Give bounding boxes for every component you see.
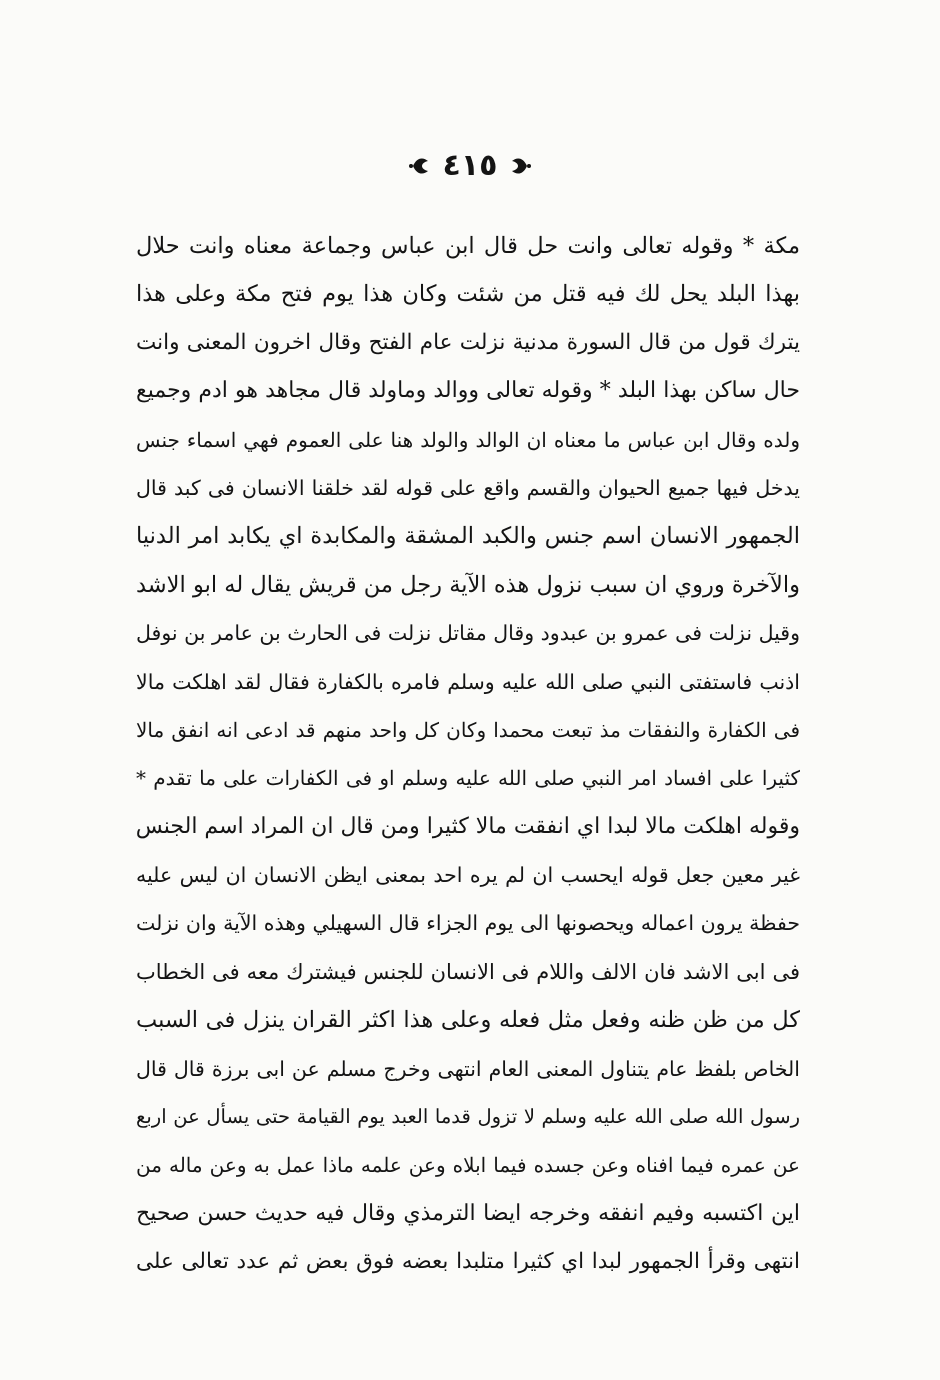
text-line: وقوله اهلكت مالا لبدا اي انفقت مالا كثيرا ومن قال ان المراد اسم الجنس [136,813,800,839]
text-line: حال ساكن بهذا البلد * وقوله تعالى ووالد وماولد قال مجاهد هو ادم وجميع [136,378,800,404]
text-line: عن عمره فيما افناه وعن جسده فيما ابلاه وعن علمه ماذا عمل به وعن ماله من [136,1153,800,1178]
text-line: فى الكفارة والنفقات مذ تبعت محمدا وكان كل واحد منهم قد ادعى انه انفق مالا [136,717,800,742]
text-line: يدخل فيها جميع الحيوان والقسم واقع على قوله لقد خلقنا الانسان فى كبد قال [136,475,800,500]
text-line: رسول الله صلى الله عليه وسلم لا تزول قدما العبد يوم القيامة حتى يسأل عن اربع [136,1105,800,1129]
text-line: كل من ظن ظنه وفعل مثل فعله وعلى هذا اكثر القران ينزل فى السبب [136,1007,800,1034]
text-line: الجمهور الانسان اسم جنس والكبد المشقة والمكابدة اي يكابد امر الدنيا [136,523,800,550]
page-header [0,146,940,186]
right-ornament-icon [407,153,433,179]
left-ornament-icon [507,153,533,179]
text-line: بهذا البلد يحل لك فيه قتل من شئت وكان هذا يوم فتح مكة وعلى هذا [136,281,800,308]
text-line: كثيرا على افساد امر النبي صلى الله عليه وسلم او فى الكفارات على ما تقدم * [136,766,800,791]
text-line: اين اكتسبه وفيم انفقه وخرجه ايضا الترمذي وقال فيه حديث حسن صحيح [136,1200,800,1226]
text-line: حفظة يرون اعماله ويحصونها الى يوم الجزاء قال السهيلي وهذه الآية وان نزلت [136,911,800,936]
text-line: يترك قول من قال السورة مدنية نزلت عام الفتح وقال اخرون المعنى وانت [136,329,800,355]
text-line: وقيل نزلت فى عمرو بن عبدود وقال مقاتل نزلت فى الحارث بن عامر بن نوفل [136,621,800,646]
text-line: غير معين جعل قوله ايحسب ان لم يره احد بمعنى ايظن الانسان ان ليس عليه [136,863,800,888]
text-line: فى ابى الاشد فان الالف واللام فى الانسان للجنس فيشترك معه فى الخطاب [136,959,800,984]
text-line: ولده وقال ابن عباس ما معناه ان الوالد والولد هنا على العموم فهي اسماء جنس [136,427,800,452]
body-text [136,222,800,1287]
text-line: والآخرة وروي ان سبب نزول هذه الآية رجل من قريش يقال له ابو الاشد [136,571,800,598]
text-line: انتهى وقرأ الجمهور لبدا اي كثيرا متلبدا بعضه فوق بعض ثم عدد تعالى على [136,1249,800,1275]
text-line: الخاص بلفظ عام يتناول المعنى العام انتهى وخرج مسلم عن ابى برزة قال قال [136,1056,800,1081]
text-line: مكة * وقوله تعالى وانت حل قال ابن عباس وجماعة معناه وانت حلال [136,233,800,259]
text-line: اذنب فاستفتى النبي صلى الله عليه وسلم فامره بالكفارة فقال لقد اهلكت مالا [136,669,800,694]
page-number: ٤١٥ [442,148,498,183]
